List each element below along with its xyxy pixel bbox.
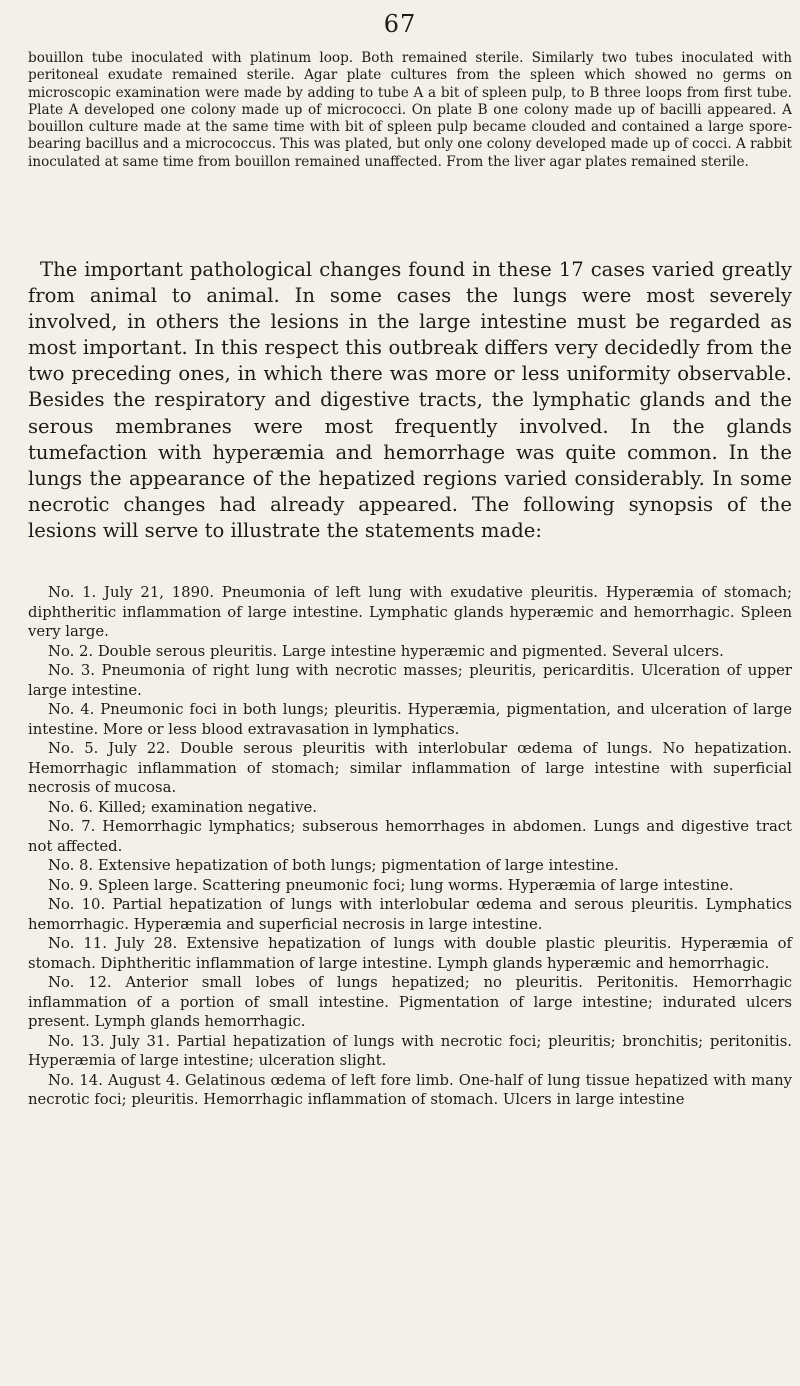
case-entry: No. 6. Killed; examination negative. bbox=[48, 798, 317, 816]
case-entry: No. 12. Anterior small lobes of lungs hepatized; no pleuritis. Peritonitis. Hemorrhagic inflammation of a portion of small intestine. Pigmentation of large intestine; indurated ulcers present. Lymph glands hemorrhagic. bbox=[28, 974, 792, 1030]
case-entry: No. 7. Hemorrhagic lymphatics; subserous hemorrhages in abdomen. Lungs and digestive tract not affected. bbox=[28, 818, 792, 855]
case-entry: No. 8. Extensive hepatization of both lungs; pigmentation of large intestine. bbox=[48, 857, 619, 874]
case-entry: No. 3. Pneumonia of right lung with necrotic masses; pleuritis, pericarditis. Ulceration of upper large intestine. bbox=[28, 662, 792, 699]
main-paragraph: The important pathological changes found in these 17 cases varied greatly from animal to animal. In some cases the lungs were most severely involved, in others the lesions in the large intestine must be regarded as most important. In this respect this outbreak differs very decidedly from the two preceding ones, in which there was more or less uniformity observable. Besides the respiratory and digestive tracts, the lymphatic glands and the serous membranes were most frequently involved. In the glands tumefaction with hyperæmia and hemorrhage was quite common. In the lungs the appearance of the hepatized regions varied considerably. In some necrotic changes had already appeared. The following synopsis of the lesions will serve to illustrate the statements made: bbox=[28, 258, 792, 542]
lesion-synopsis bbox=[28, 583, 792, 1110]
case-entry: No. 11. July 28. Extensive hepatization of lungs with double plastic pleuritis. Hyperæmia of stomach. Diphtheritic inflammation of large intestine. Lymph glands hyperæmic and hemorrhagic. bbox=[28, 935, 792, 972]
case-entry: No. 14. August 4. Gelatinous œdema of left fore limb. One-half of lung tissue hepatized with many necrotic foci; pleuritis. Hemorrhagic inflammation of stomach. Ulcers in large intestine bbox=[28, 1071, 792, 1108]
case-entry: No. 5. July 22. Double serous pleuritis with interlobular œdema of lungs. No hepatization. Hemorrhagic inflammation of stomach; similar inflammation of large intestine with superficial necrosis of mucosa. bbox=[28, 740, 792, 796]
case-entry: No. 10. Partial hepatization of lungs with interlobular œdema and serous pleuritis. Lymphatics hemorrhagic. Hyperæmia and superficial necrosis in large intestine. bbox=[28, 896, 792, 933]
case-entry: No. 13. July 31. Partial hepatization of lungs with necrotic foci; pleuritis; bronchitis; peritonitis. Hyperæmia of large intestine; ulceration slight. bbox=[28, 1032, 792, 1069]
case-entry: No. 1. July 21, 1890. Pneumonia of left lung with exudative pleuritis. Hyperæmia of stomach; diphtheritic inflammation of large intestine. Lymphatic glands hyperæmic and hemorrhagic. Spleen very large. bbox=[28, 584, 792, 640]
case-entry: No. 9. Spleen large. Scattering pneumonic foci; lung worms. Hyperæmia of large intestine. bbox=[48, 876, 734, 894]
case-entry: No. 4. Pneumonic foci in both lungs; pleuritis. Hyperæmia, pigmentation, and ulceration of large intestine. More or less blood extravasation in lymphatics. bbox=[28, 701, 792, 738]
page-number: 67 bbox=[383, 10, 417, 38]
intro-paragraph: bouillon tube inoculated with platinum loop. Both remained sterile. Similarly two tubes inoculated with peritoneal exudate remained sterile. Agar plate cultures from the spleen which showed no germs on microscopic examination were made by adding to tube A a bit of spleen pulp, to B three loops from first tube. Plate A developed one colony made up of micrococci. On plate B one colony made up of bacilli appeared. A bouillon culture made at the same time with bit of spleen pulp became clouded and contained a large spore-bearing bacillus and a micrococcus. This was plated, but only one colony developed made up of cocci. A rabbit inoculated at same time from bouillon remained unaffected. From the liver agar plates remained sterile. bbox=[28, 50, 792, 170]
case-entry: No. 2. Double serous pleuritis. Large intestine hyperæmic and pigmented. Several ulcers. bbox=[48, 642, 724, 660]
